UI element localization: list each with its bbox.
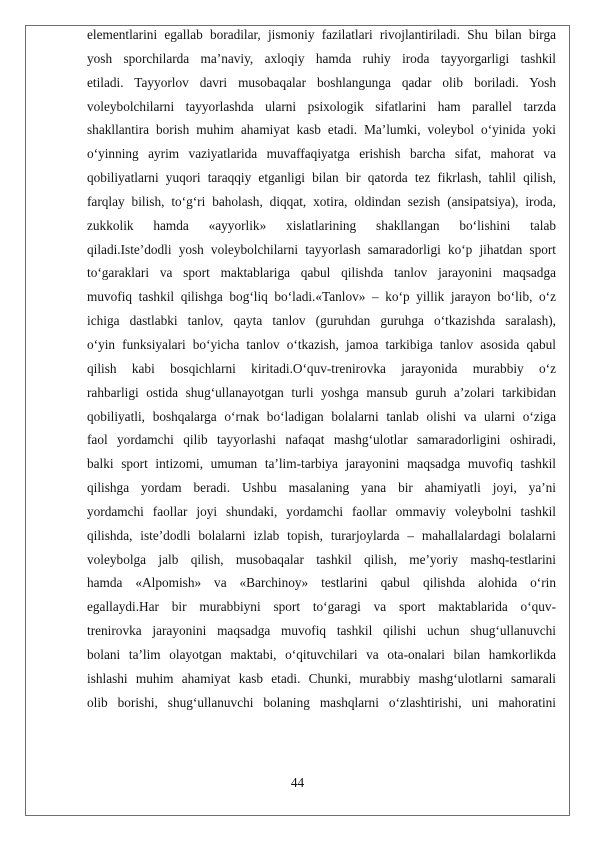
text-line: rahbarligi ostida shug‘ullanayotgan turli yoshga mansub guruh a’zolari tarkibidan xyxy=(87,384,556,400)
text-line: qilish kabi bosqichlarni kiritadi.O‘quv-trenirovka jarayonida murabbiy o‘z xyxy=(87,360,556,376)
text-line: hamda «Alpomish» va «Barchinoy» testlarini qabul qilishda alohida o‘rin xyxy=(87,575,556,591)
text-line: shakllantira borish muhim ahamiyat kasb etadi. Ma’lumki, voleybol o‘yinida yoki xyxy=(87,122,556,138)
text-line: qiladi.Iste’dodli yosh voleybolchilarni tayyorlash samaradorligi ko‘p jihatdan sport xyxy=(87,241,556,257)
text-line: qilishda, iste’dodli bolalarni izlab topish, turarjoylarda – mahallalardagi bolalarni xyxy=(87,527,556,543)
text-line: etiladi. Tayyorlov davri musobaqalar boshlangunga qadar olib boriladi. Yosh xyxy=(87,74,556,90)
text-line: egallaydi.Har bir murabbiyni sport to‘garagi va sport maktablarida o‘quv- xyxy=(87,599,556,615)
body-text xyxy=(87,23,556,714)
text-line: balki sport intizomi, umuman ta’lim-tarbiya jarayonini maqsadga muvofiq tashkil xyxy=(87,456,556,472)
text-line: yosh sporchilarda ma’naviy, axloqiy hamda ruhiy iroda tayyorgarligi tashkil xyxy=(87,50,556,66)
text-line: zukkolik hamda «ayyorlik» xislatlarining shakllangan bo‘lishini talab xyxy=(87,217,556,233)
text-line: qobiliyatli, boshqalarga o‘rnak bo‘ladigan bolalarni tanlab olishi va ularni o‘ziga xyxy=(87,408,556,424)
text-line: voleybolchilarni tayyorlashda ularni psixologik sifatlarini ham parallel tarzda xyxy=(87,98,556,114)
text-line: voleybolga jalb qilish, musobaqalar tashkil qilish, me’yoriy mashq-testlarini xyxy=(87,551,556,567)
text-line: ishlashi muhim ahamiyat kasb etadi. Chunki, murabbiy mashg‘ulotlarni samarali xyxy=(87,670,556,686)
page-number: 44 xyxy=(290,775,305,790)
text-line: bolani ta’lim olayotgan maktabi, o‘qituvchilari va ota-onalari bilan hamkorlikda xyxy=(87,646,556,662)
text-line: qilishga yordam beradi. Ushbu masalaning yana bir ahamiyatli joyi, ya’ni xyxy=(87,480,556,496)
text-line: yordamchi faollar joyi shundaki, yordamchi faollar ommaviy voleybolni tashkil xyxy=(87,503,556,519)
text-line: muvofiq tashkil qilishga bog‘liq bo‘ladi.«Tanlov» – ko‘p yillik jarayon bo‘lib, o‘z xyxy=(87,289,556,305)
text-line: trenirovka jarayonini maqsadga muvofiq tashkil qilishi uchun shug‘ullanuvchi xyxy=(87,623,556,639)
text-line: elementlarini egallab boradilar, jismoniy fazilatlari rivojlantiriladi. Shu bilan birga xyxy=(87,27,556,42)
text-line: qobiliyatlarni yuqori taraqqiy etganligi bilan bir qatorda tez fikrlash, tahlil qilish, xyxy=(87,170,556,186)
text-line: farqlay bilish, to‘g‘ri baholash, diqqat, xotira, oldindan sezish (ansipatsiya), iroda, xyxy=(87,193,556,209)
text-line: ichiga dastlabki tanlov, qayta tanlov (guruhdan guruhga o‘tkazishda saralash), xyxy=(87,313,556,329)
text-line: to‘garaklari va sport maktablariga qabul qilishda tanlov jarayonini maqsadga xyxy=(87,265,556,281)
text-line: o‘yin funksiyalari bo‘yicha tanlov o‘tkazish, jamoa tarkibiga tanlov asosida qabul xyxy=(87,336,556,352)
text-line: faol yordamchi qilib tayyorlashi nafaqat mashg‘ulotlar samaradorligini oshiradi, xyxy=(87,432,556,448)
text-line: olib borishi, shug‘ullanuvchi bolaning mashqlarni o‘zlashtirishi, uni mahoratini xyxy=(87,694,556,710)
text-line: o‘yinning ayrim vaziyatlarida muvaffaqiyatga erishish barcha sifat, mahorat va xyxy=(87,146,556,162)
